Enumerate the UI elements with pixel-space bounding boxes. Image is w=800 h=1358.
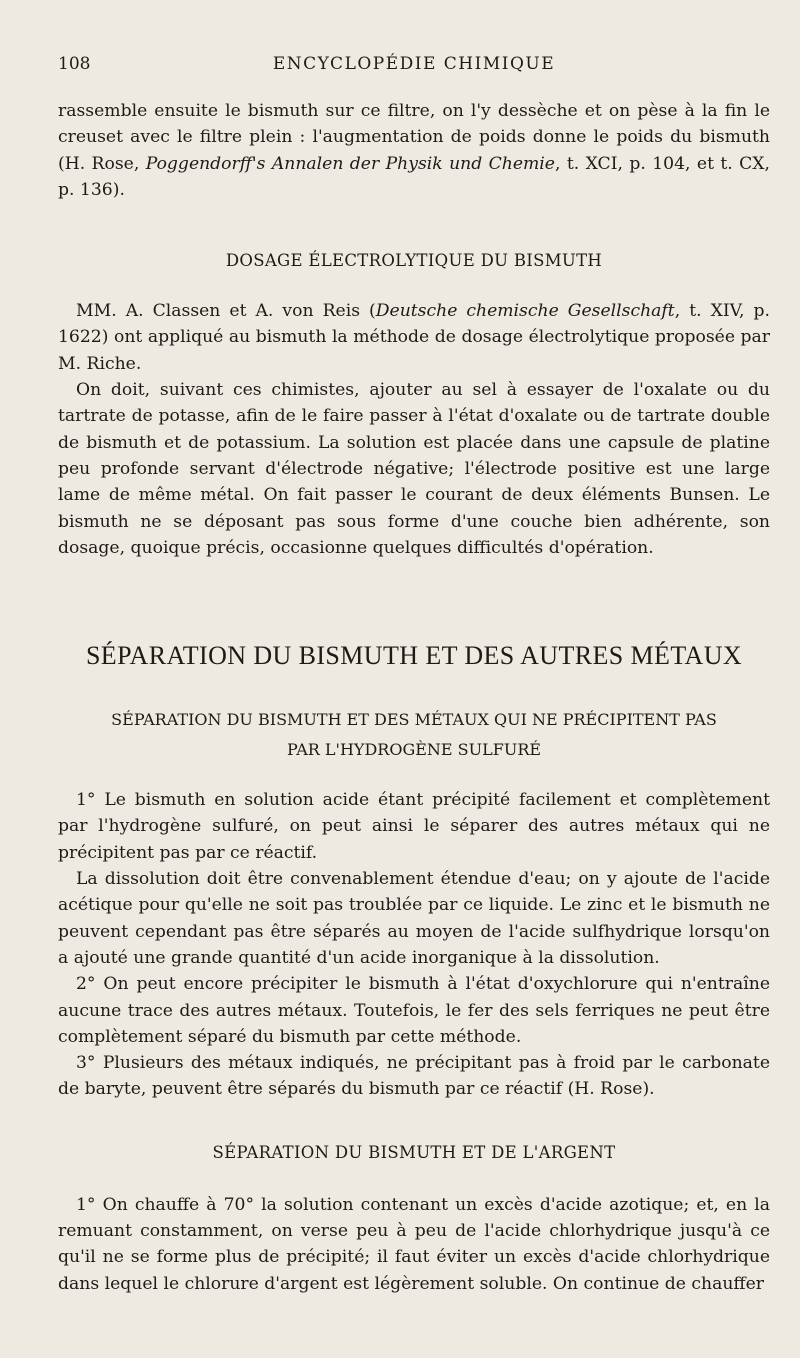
separation-paragraph-3: 2° On peut encore précipiter le bismuth à l'état d'oxychlorure qui n'entraîne aucune trace des autres métaux. Toutefois, le fer des sels ferriques ne peut être complètement séparé du bismuth par cette méthode. <box>58 974 770 1047</box>
electrolytic-paragraph-1 <box>58 298 770 377</box>
electrolytic-p1-text-a: MM. A. Classen et A. von Reis ( <box>76 301 376 322</box>
electrolytic-p1-citation: Deutsche chemische Gesellschaft <box>375 301 675 322</box>
subheading-1-line-2: PAR L'HYDROGÈNE SULFURÉ <box>286 740 542 760</box>
separation-subheading-2: SÉPARATION DU BISMUTH ET DE L'ARGENT <box>212 1142 616 1162</box>
electrolytic-heading: DOSAGE ÉLECTROLYTIQUE DU BISMUTH <box>225 251 603 271</box>
intro-paragraph <box>58 98 770 203</box>
subheading-1-line-1: SÉPARATION DU BISMUTH ET DES MÉTAUX QUI NE PRÉCIPITENT PAS <box>111 710 717 730</box>
separation-subheading-1 <box>58 705 770 765</box>
separation-paragraph-1: 1° Le bismuth en solution acide étant précipité facilement et complètement par l'hydrogène sulfuré, on peut ainsi le séparer des autres métaux qui ne précipitent pas par ce réactif. <box>58 790 770 863</box>
running-title: ENCYCLOPÉDIE CHIMIQUE <box>272 54 556 74</box>
separation-paragraph-2: La dissolution doit être convenablement étendue d'eau; on y ajoute de l'acide acétique pour qu'elle ne soit pas troublée par ce liquide. Le zinc et le bismuth ne peuvent cependant pas être séparés au moyen de l'acide sulfhydrique lorsqu'on a ajouté une grande quantité d'un acide inorganique à la dissolution. <box>58 869 770 968</box>
intro-text-a: rassemble ensuite le bismuth sur ce filtre, on l'y dessèche et on pèse à la fin le creuset avec le filtre plein : l'augmentation de poids donne le poids du bismuth (H. Rose, <box>58 101 770 174</box>
separation-paragraph-5: 1° On chauffe à 70° la solution contenant un excès d'acide azotique; et, en la remuant constamment, on verse peu à peu de l'acide chlorhydrique jusqu'à ce qu'il ne se forme plus de précipité; il faut éviter un excès d'acide chlorhydrique dans lequel le chlorure d'argent est légèrement soluble. On continue de chauffer <box>58 1194 770 1294</box>
separation-paragraph-4: 3° Plusieurs des métaux indiqués, ne précipitant pas à froid par le carbonate de baryte, peuvent être séparés du bismuth par ce réactif (H. Rose). <box>58 1053 770 1100</box>
electrolytic-paragraph-2: On doit, suivant ces chimistes, ajouter au sel à essayer de l'oxalate ou du tartrate de potasse, afin de le faire passer à l'état d'oxalate ou de tartrate double de bismuth et de potassium. La solution est placée dans une capsule de platine peu profonde servant d'électrode négative; l'électrode positive est une large lame de même métal. On fait passer le courant de deux éléments Bunsen. Le bismuth ne se déposant pas sous forme d'une couche bien adhérente, son dosage, quoique précis, occasionne quelques difficultés d'opération. <box>58 380 770 558</box>
electrolytic-p1-text-b: , t. XIV, p. 1622) ont appliqué au bismuth la méthode de dosage électrolytique proposée par M. Riche. <box>58 301 770 374</box>
running-head <box>58 54 770 82</box>
separation-main-heading: SÉPARATION DU BISMUTH ET DES AUTRES MÉTAUX <box>85 641 743 671</box>
intro-citation: Poggendorff's Annalen der Physik und Chemie <box>145 153 555 174</box>
page-number: 108 <box>58 54 91 74</box>
intro-text-b: , t. XCI, p. 104, et t. CX, p. 136). <box>58 153 770 200</box>
